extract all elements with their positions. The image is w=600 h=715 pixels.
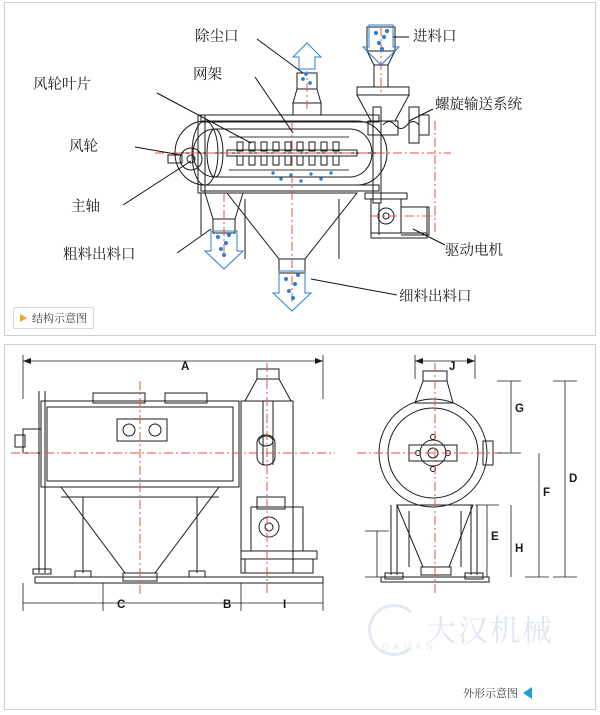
dimension-J: J xyxy=(449,361,456,373)
callout-coarse-outlet: 粗料出料口 xyxy=(63,247,136,263)
watermark-brand: 大汉机械 xyxy=(426,615,554,648)
callout-fan-blade: 风轮叶片 xyxy=(33,77,91,93)
structure-diagram-panel xyxy=(4,2,596,336)
structure-caption-label: 结构示意图 xyxy=(32,313,87,325)
outline-caption-label: 外形示意图 xyxy=(463,688,518,700)
watermark-sub: DAHAN xyxy=(382,642,438,653)
structure-drawing xyxy=(5,3,597,335)
structure-caption xyxy=(13,307,94,329)
dimension-H: H xyxy=(515,543,524,555)
outline-drawing xyxy=(5,345,597,709)
dimension-A: A xyxy=(181,361,190,373)
dimension-E: E xyxy=(491,531,499,543)
outline-diagram-panel xyxy=(4,344,596,710)
dimension-D: D xyxy=(569,473,578,485)
callout-leaders xyxy=(123,37,445,295)
dimension-C: C xyxy=(117,599,126,611)
dimension-B: B xyxy=(223,599,232,611)
outline-caption xyxy=(463,685,532,701)
dimension-F: F xyxy=(543,487,551,499)
callout-screw-conveyor: 螺旋输送系统 xyxy=(435,97,522,113)
callout-feed-inlet: 进料口 xyxy=(413,29,457,45)
dimension-G: G xyxy=(515,403,524,415)
callout-fan-wheel: 风轮 xyxy=(69,139,98,155)
triangle-left-icon xyxy=(523,687,532,699)
callout-mesh-frame: 网架 xyxy=(193,67,222,83)
callout-main-shaft: 主轴 xyxy=(71,199,100,215)
dimension-I: I xyxy=(283,599,287,611)
callout-dust-outlet: 除尘口 xyxy=(195,29,239,45)
callout-drive-motor: 驱动电机 xyxy=(445,243,503,259)
callout-fine-outlet: 细料出料口 xyxy=(399,289,472,305)
triangle-right-icon xyxy=(20,314,27,322)
